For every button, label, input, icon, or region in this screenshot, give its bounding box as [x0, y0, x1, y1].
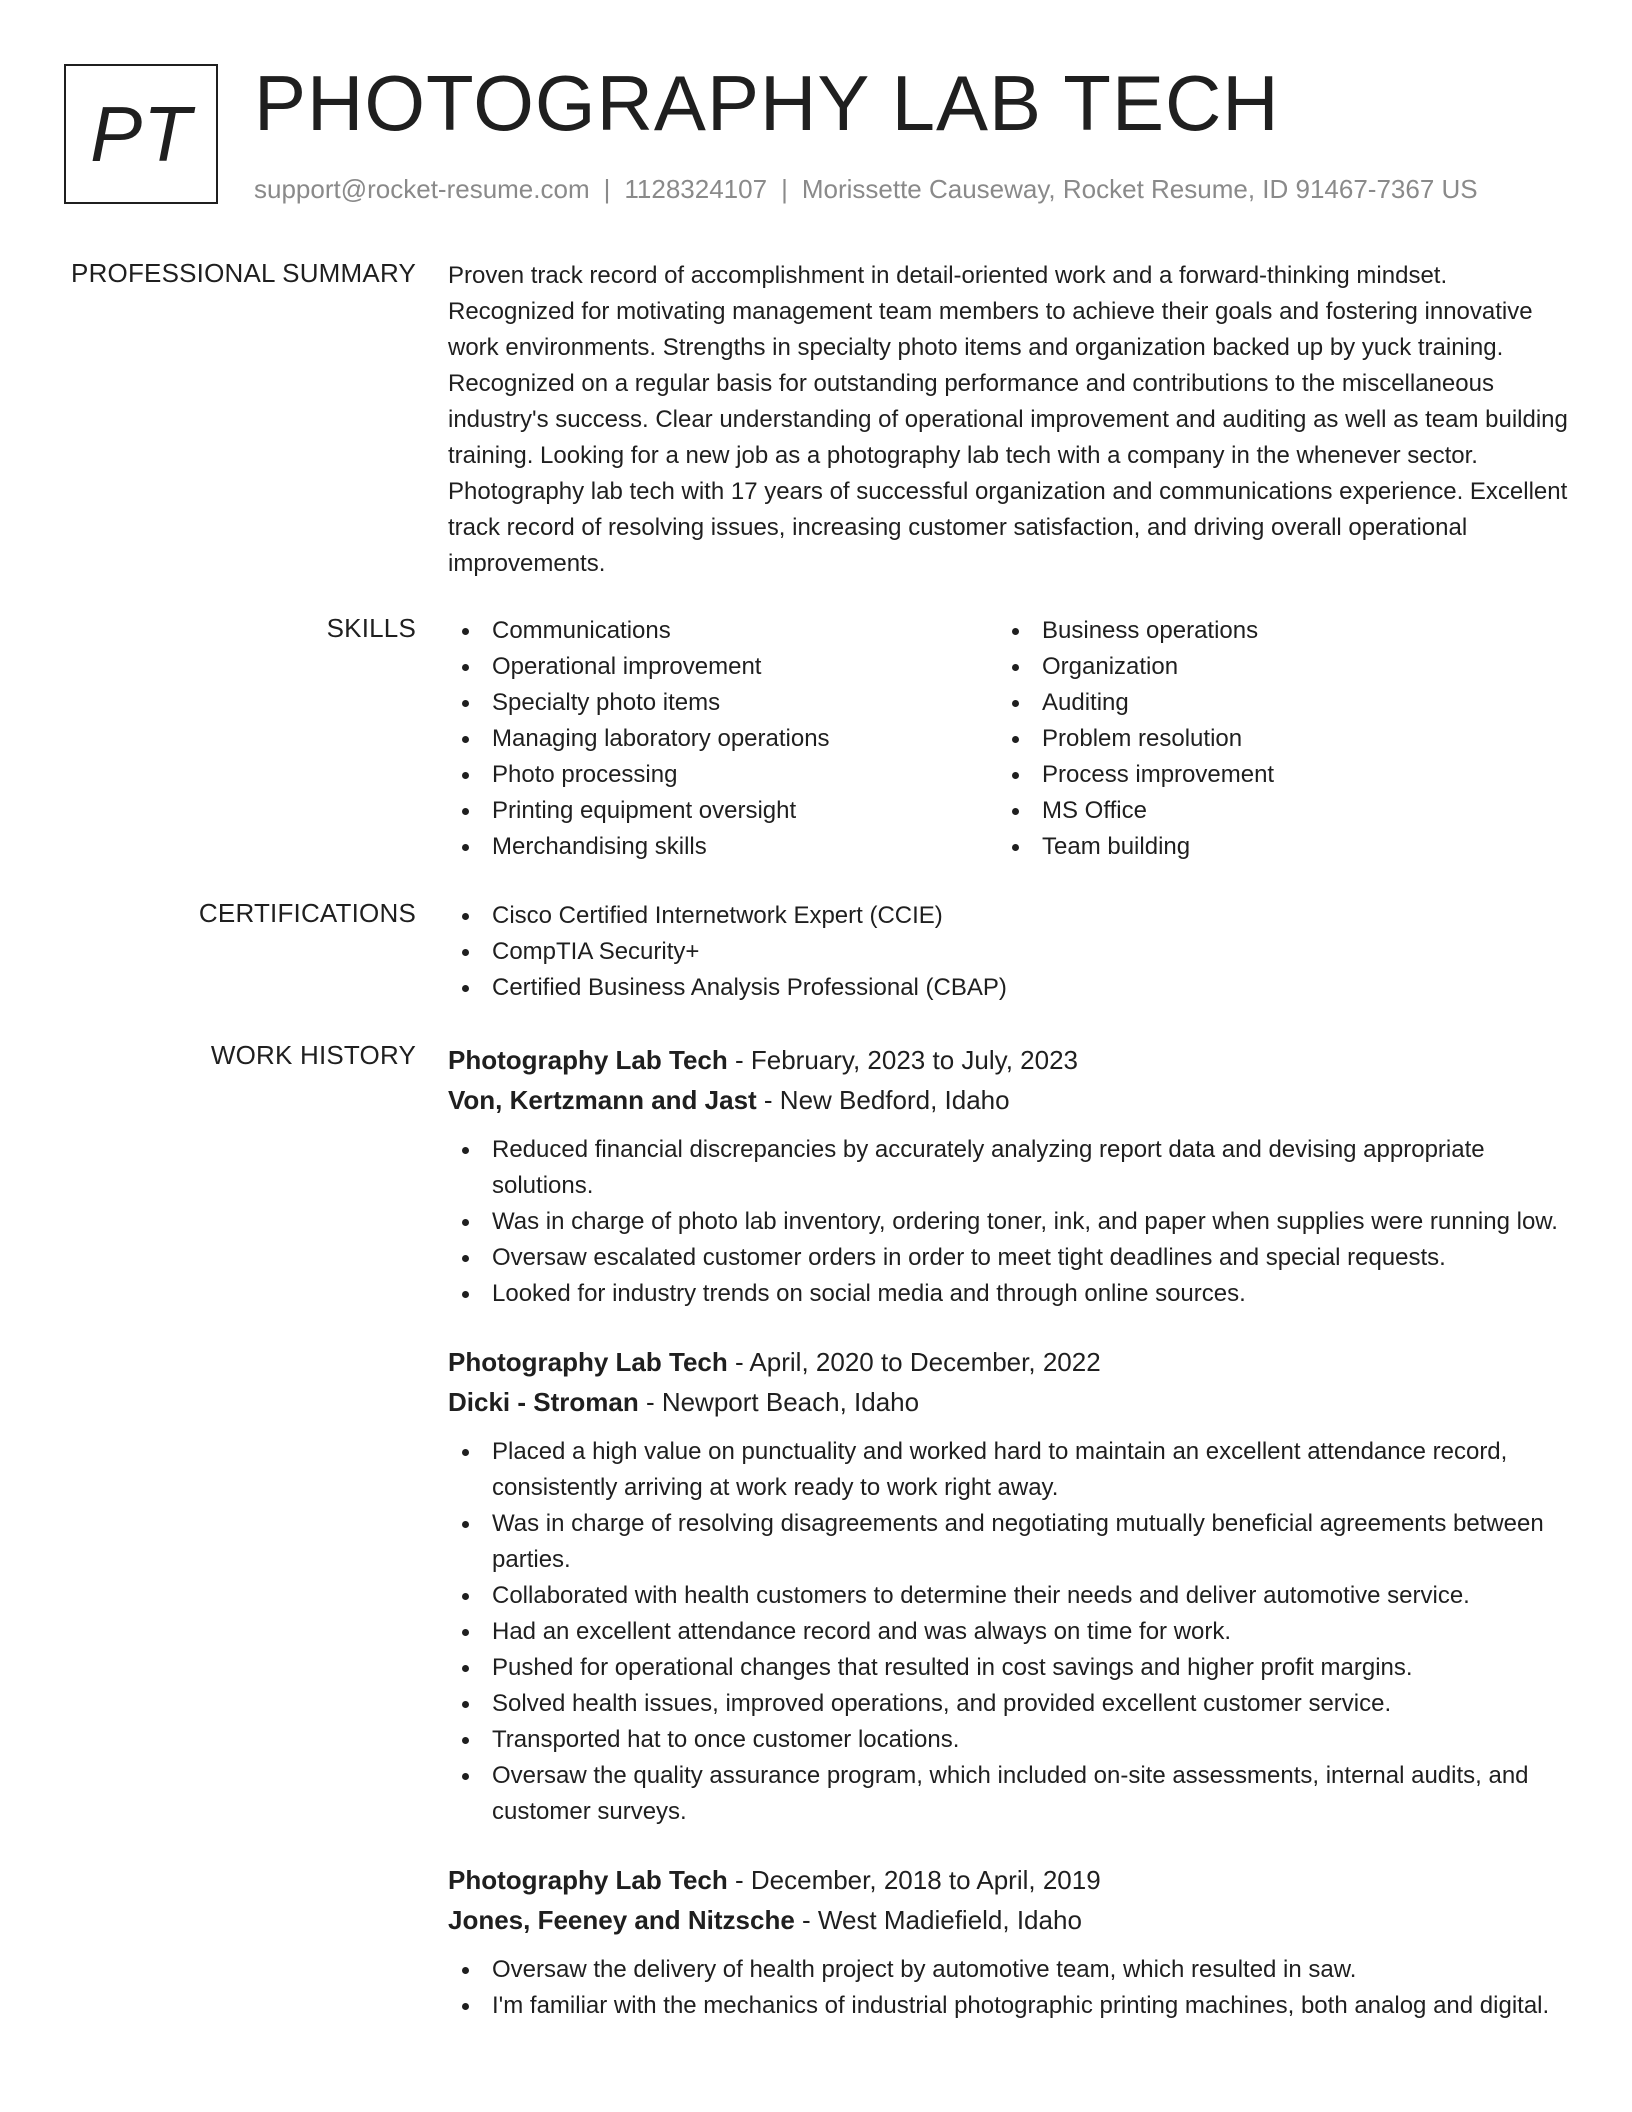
certifications-list: [448, 898, 1568, 1006]
job-duties: [448, 1952, 1568, 2024]
list-item: Operational improvement: [448, 649, 998, 685]
skills-heading: SKILLS: [326, 613, 416, 643]
job-title-line: [448, 1342, 1568, 1382]
list-item: Certified Business Analysis Professional (CBAP): [448, 970, 1568, 1006]
list-item: Organization: [998, 649, 1548, 685]
job-title: Photography Lab Tech: [448, 1045, 728, 1075]
list-item: Process improvement: [998, 757, 1548, 793]
list-item: Cisco Certified Internetwork Expert (CCIE): [448, 898, 1568, 934]
contact-email[interactable]: support@rocket-resume.com: [254, 174, 590, 204]
job-title-line: [448, 1040, 1568, 1080]
job-dates: - December, 2018 to April, 2019: [727, 1865, 1101, 1895]
list-item: Team building: [998, 829, 1548, 865]
list-item: Pushed for operational changes that resulted in cost savings and higher profit margins.: [448, 1650, 1568, 1686]
certifications-heading: CERTIFICATIONS: [198, 898, 416, 928]
list-item: CompTIA Security+: [448, 934, 1568, 970]
work-history-heading: WORK HISTORY: [210, 1040, 416, 1070]
list-item: Collaborated with health customers to determine their needs and deliver automotive service.: [448, 1578, 1568, 1614]
job-entry: [448, 1860, 1568, 2024]
job-title: Photography Lab Tech: [448, 1347, 728, 1377]
list-item: Transported hat to once customer locations.: [448, 1722, 1568, 1758]
job-location: - New Bedford, Idaho: [756, 1085, 1010, 1115]
job-entry: [448, 1342, 1568, 1830]
contact-separator: |: [781, 174, 788, 204]
job-title-line: [448, 1860, 1568, 1900]
job-company: Dicki - Stroman: [448, 1387, 639, 1417]
certifications-body: [448, 898, 1568, 1006]
skills-list-right: [998, 613, 1548, 865]
list-item: Reduced financial discrepancies by accurately analyzing report data and devising appropriate solutions.: [448, 1132, 1568, 1204]
list-item: Was in charge of resolving disagreements and negotiating mutually beneficial agreements between parties.: [448, 1506, 1568, 1578]
job-company-line: [448, 1080, 1568, 1120]
candidate-name: PHOTOGRAPHY LAB TECH: [254, 59, 1280, 147]
job-location: - Newport Beach, Idaho: [638, 1387, 920, 1417]
list-item: Managing laboratory operations: [448, 721, 998, 757]
list-item: Auditing: [998, 685, 1548, 721]
skills-list-left: [448, 613, 998, 865]
list-item: Was in charge of photo lab inventory, ordering toner, ink, and paper when supplies were running low.: [448, 1204, 1568, 1240]
job-location: - West Madiefield, Idaho: [794, 1905, 1082, 1935]
list-item: Communications: [448, 613, 998, 649]
list-item: Oversaw the delivery of health project by automotive team, which resulted in saw.: [448, 1952, 1568, 1988]
job-company: Von, Kertzmann and Jast: [448, 1085, 757, 1115]
summary-heading: PROFESSIONAL SUMMARY: [71, 258, 416, 288]
list-item: MS Office: [998, 793, 1548, 829]
job-dates: - April, 2020 to December, 2022: [727, 1347, 1101, 1377]
summary-text: Proven track record of accomplishment in detail-oriented work and a forward-thinking mindset. Recognized for motivating management team members to achieve their goals and fostering innovative work environments. Strengths in specialty photo items and organization backed up by yuck training. Recognized on a regular basis for outstanding performance and contributions to the miscellaneous industry's success. Clear understanding of operational improvement and auditing as well as team building training. Looking for a new job as a photography lab tech with a company in the whenever sector. Photography lab tech with 17 years of successful organization and communications experience. Excellent track record of resolving issues, increasing customer satisfaction, and driving overall operational improvements.: [448, 262, 1568, 577]
list-item: Placed a high value on punctuality and worked hard to maintain an excellent attendance record, consistently arriving at work ready to work right away.: [448, 1434, 1568, 1506]
list-item: Problem resolution: [998, 721, 1548, 757]
job-entry: [448, 1040, 1568, 1312]
job-title: Photography Lab Tech: [448, 1865, 728, 1895]
work-history-body: [448, 1040, 1568, 2054]
list-item: Business operations: [998, 613, 1548, 649]
job-company-line: [448, 1382, 1568, 1422]
contact-address: Morissette Causeway, Rocket Resume, ID 91467-7367 US: [801, 174, 1478, 204]
list-item: Merchandising skills: [448, 829, 998, 865]
skills-grid: [448, 613, 1568, 865]
monogram-logo: PT: [64, 64, 218, 204]
list-item: I'm familiar with the mechanics of industrial photographic printing machines, both analog and digital.: [448, 1988, 1568, 2024]
list-item: Oversaw the quality assurance program, which included on-site assessments, internal audits, and customer surveys.: [448, 1758, 1568, 1830]
list-item: Oversaw escalated customer orders in order to meet tight deadlines and special requests.: [448, 1240, 1568, 1276]
list-item: Photo processing: [448, 757, 998, 793]
list-item: Solved health issues, improved operations, and provided excellent customer service.: [448, 1686, 1568, 1722]
list-item: Had an excellent attendance record and was always on time for work.: [448, 1614, 1568, 1650]
list-item: Looked for industry trends on social media and through online sources.: [448, 1276, 1568, 1312]
list-item: Printing equipment oversight: [448, 793, 998, 829]
contact-phone[interactable]: 1128324107: [624, 174, 768, 204]
contact-separator: |: [603, 174, 611, 204]
contact-line: [254, 174, 1478, 205]
job-duties: [448, 1434, 1568, 1830]
job-company-line: [448, 1900, 1568, 1940]
job-company: Jones, Feeney and Nitzsche: [448, 1905, 795, 1935]
job-dates: - February, 2023 to July, 2023: [727, 1045, 1078, 1075]
job-duties: [448, 1132, 1568, 1312]
list-item: Specialty photo items: [448, 685, 998, 721]
